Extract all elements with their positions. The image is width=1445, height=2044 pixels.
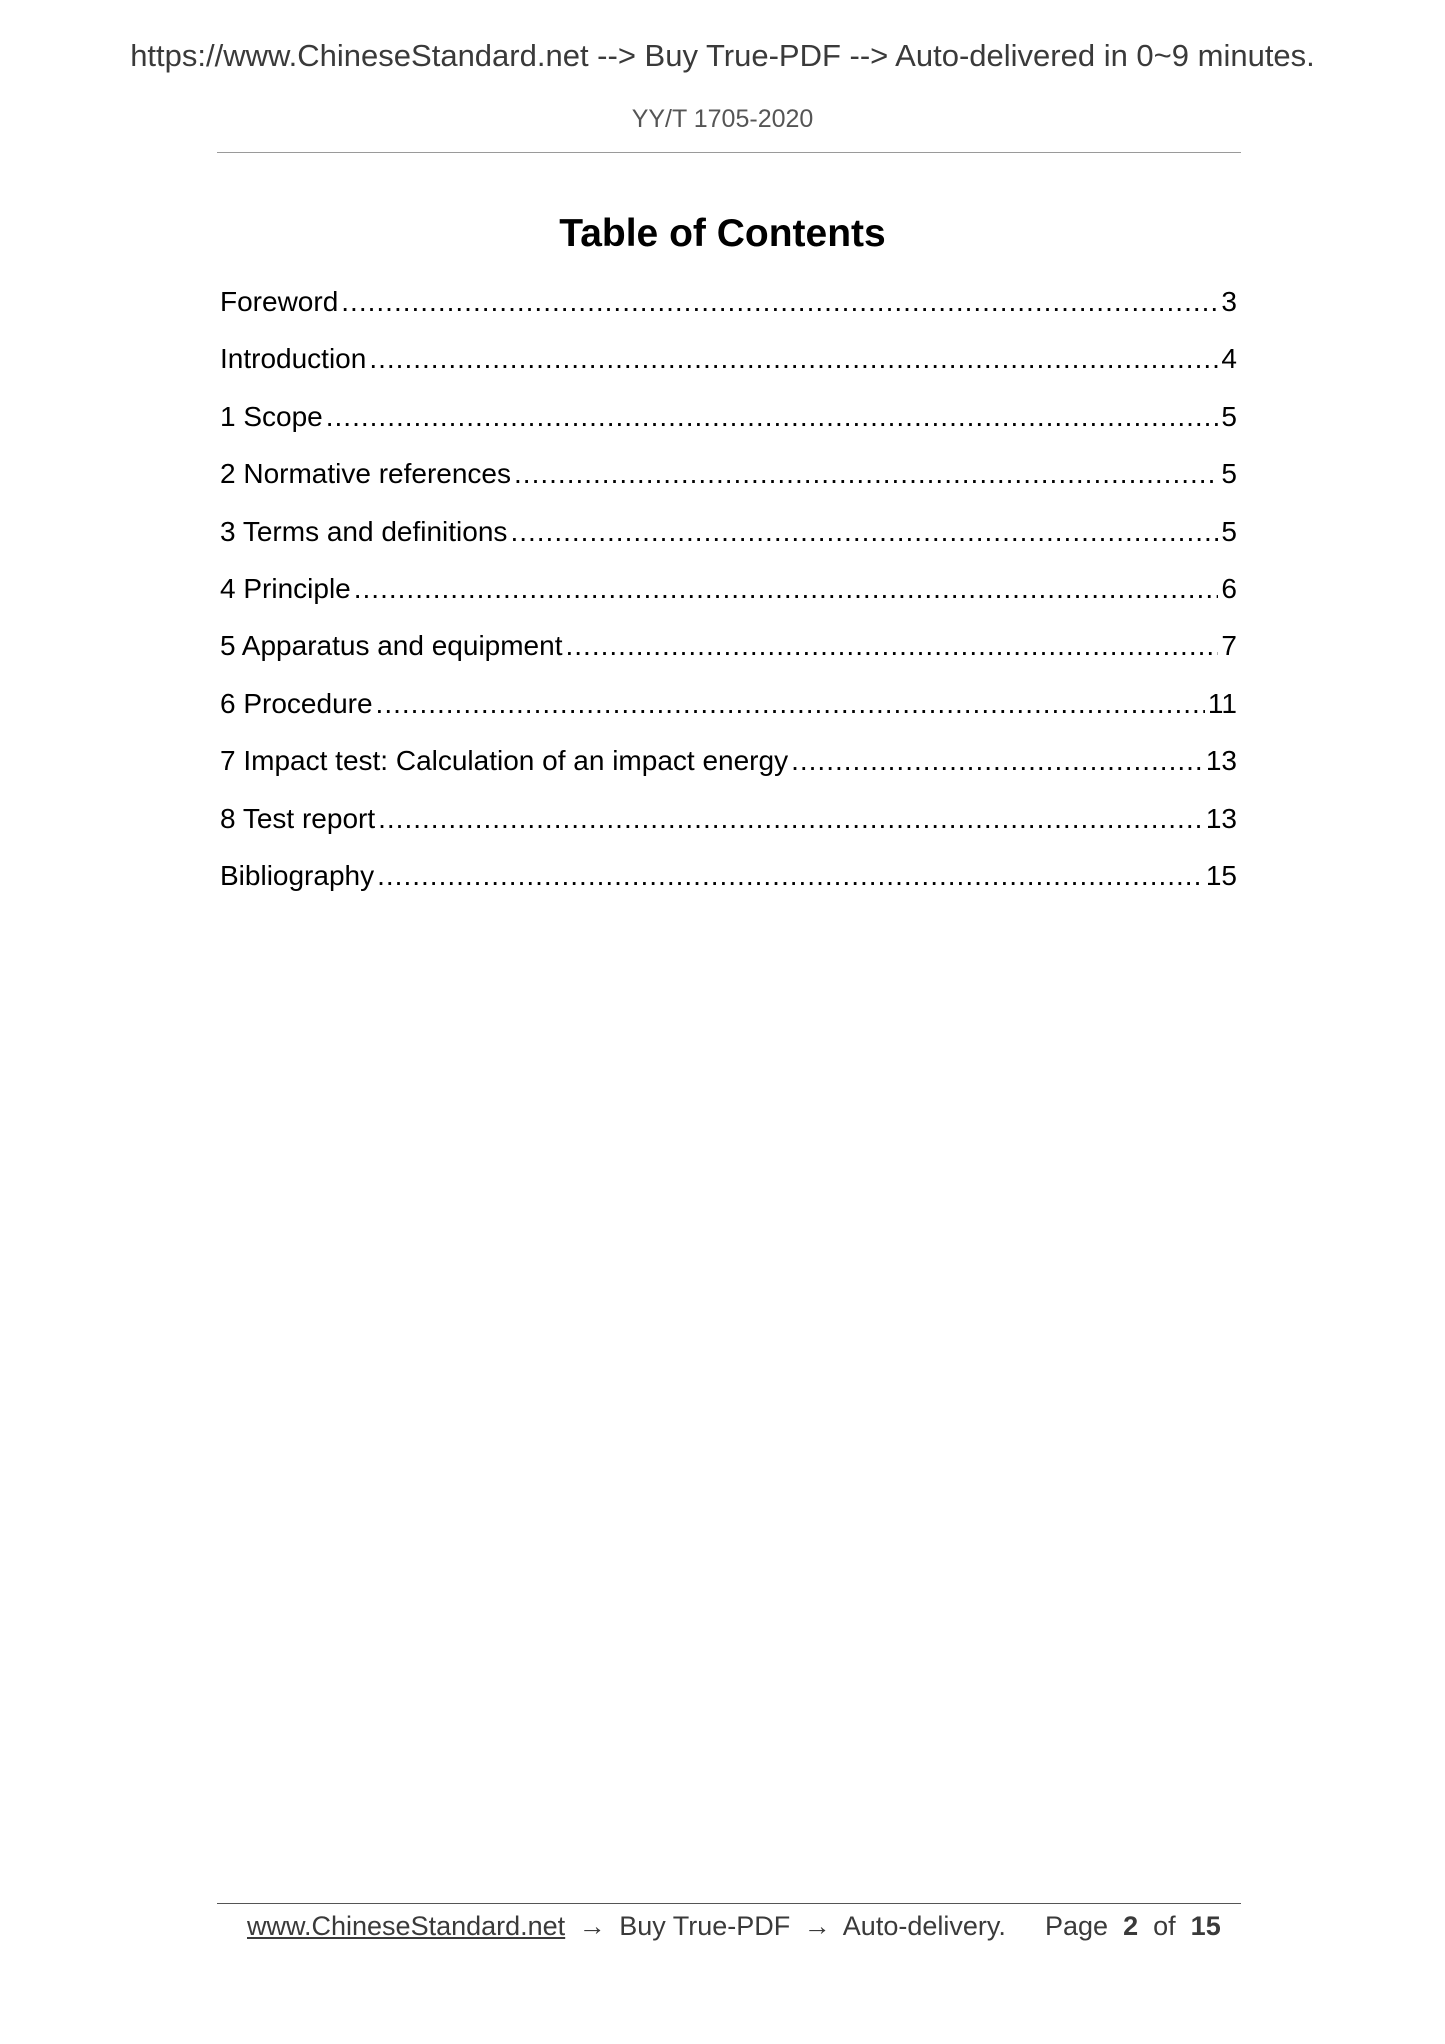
page-total: 15	[1190, 1911, 1221, 1941]
toc-entry-foreword[interactable]	[220, 282, 1237, 339]
toc-dot-leader	[378, 799, 1203, 839]
toc-entry-apparatus-and-equipment[interactable]	[220, 626, 1237, 683]
toc-dot-leader	[565, 626, 1218, 666]
toc-entry-page: 5	[1221, 515, 1237, 547]
toc-entry-page: 13	[1205, 745, 1237, 777]
toc-entry-impact-test[interactable]	[220, 741, 1237, 798]
header-banner: https://www.ChineseStandard.net --> Buy True-PDF --> Auto-delivered in 0~9 minutes.	[130, 38, 1315, 73]
toc-entry-page: 3	[1221, 286, 1237, 317]
toc-entry-page: 4	[1221, 343, 1237, 375]
page-current: 2	[1123, 1911, 1139, 1941]
toc-dot-leader	[341, 282, 1218, 322]
toc-entry-scope[interactable]	[220, 397, 1237, 454]
arrow-right-icon: →	[803, 1911, 831, 1941]
toc-dot-leader	[326, 397, 1219, 437]
toc-entry-page: 15	[1205, 859, 1237, 891]
toc-list	[220, 282, 1237, 913]
header-divider	[217, 152, 1241, 153]
toc-dot-leader	[514, 454, 1218, 494]
toc-entry-page: 13	[1205, 802, 1237, 834]
toc-entry-page: 11	[1207, 687, 1237, 719]
page-number-indicator	[1045, 1908, 1221, 1944]
footer-site-link[interactable]: www.ChineseStandard.net	[247, 1911, 566, 1941]
toc-entry-label: 7 Impact test: Calculation of an impact energy	[220, 745, 789, 777]
toc-entry-label: Bibliography	[220, 859, 375, 891]
toc-dot-leader	[377, 856, 1203, 896]
toc-dot-leader	[376, 684, 1205, 724]
toc-entry-introduction[interactable]	[220, 339, 1237, 396]
toc-entry-page: 7	[1221, 630, 1237, 662]
toc-dot-leader	[369, 339, 1218, 379]
toc-entry-test-report[interactable]	[220, 799, 1237, 856]
toc-entry-label: 8 Test report	[220, 802, 376, 834]
toc-entry-label: 3 Terms and definitions	[220, 515, 508, 547]
toc-entry-terms-and-definitions[interactable]	[220, 512, 1237, 569]
document-code: YY/T 1705-2020	[631, 105, 814, 133]
toc-entry-label: 1 Scope	[220, 400, 323, 432]
toc-dot-leader	[354, 569, 1219, 609]
toc-entry-label: 4 Principle	[220, 572, 351, 604]
footer-buy-text: Buy True-PDF	[619, 1911, 791, 1941]
toc-entry-label: 6 Procedure	[220, 687, 373, 719]
toc-dot-leader	[791, 741, 1203, 781]
toc-dot-leader	[510, 512, 1218, 552]
arrow-right-icon: →	[578, 1911, 606, 1941]
footer-delivery-text: Auto-delivery.	[842, 1911, 1006, 1941]
page-of-word: of	[1153, 1911, 1176, 1941]
toc-entry-label: Introduction	[220, 343, 367, 375]
page-footer	[247, 1908, 1227, 1944]
toc-entry-label: 2 Normative references	[220, 458, 512, 490]
toc-entry-page: 5	[1221, 400, 1237, 432]
page-word: Page	[1045, 1911, 1109, 1941]
toc-entry-label: 5 Apparatus and equipment	[220, 630, 563, 662]
footer-divider	[217, 1903, 1241, 1904]
toc-entry-procedure[interactable]	[220, 684, 1237, 741]
toc-entry-bibliography[interactable]	[220, 856, 1237, 913]
toc-title: Table of Contents	[559, 212, 886, 255]
toc-entry-principle[interactable]	[220, 569, 1237, 626]
toc-entry-page: 5	[1221, 458, 1237, 490]
toc-entry-normative-references[interactable]	[220, 454, 1237, 511]
toc-entry-page: 6	[1221, 572, 1237, 604]
toc-entry-label: Foreword	[220, 286, 339, 317]
